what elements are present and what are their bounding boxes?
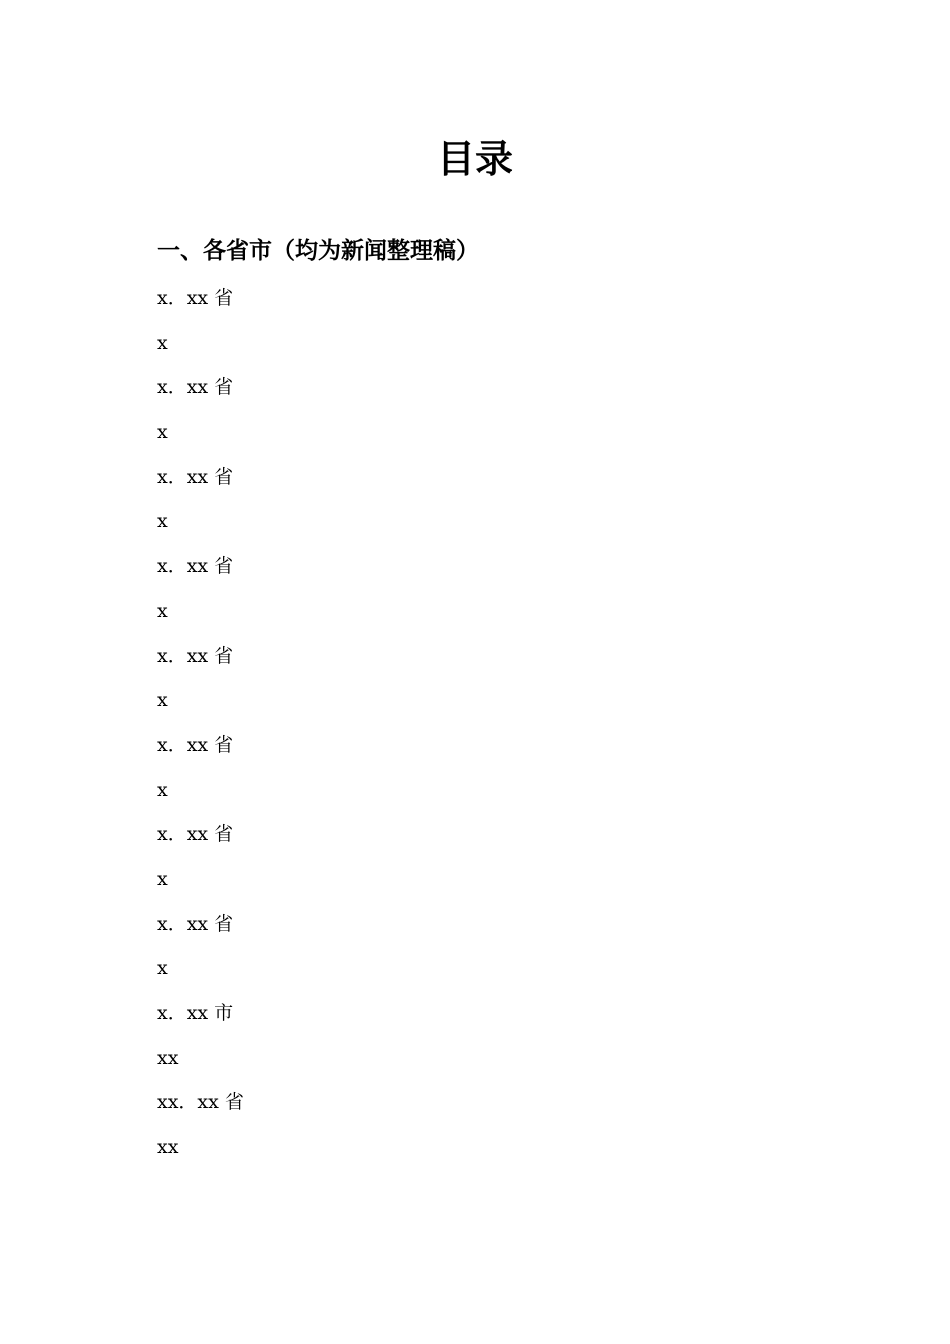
toc-list [157, 280, 244, 1174]
toc-entry: x [157, 510, 168, 533]
page-title: 目录 [436, 136, 513, 181]
toc-entry: x [157, 778, 168, 801]
toc-entry: x [157, 689, 168, 712]
toc-entry: x [157, 867, 168, 890]
section-heading: 一、各省市（均为新闻整理稿） [157, 238, 479, 264]
toc-entry: x．xx 市 [157, 1002, 234, 1024]
toc-entry: x [157, 957, 168, 980]
toc-entry: x．xx 省 [157, 644, 234, 667]
toc-entry: xx．xx 省 [157, 1091, 244, 1114]
toc-entry: x．xx 省 [157, 287, 234, 309]
toc-entry: x．xx 省 [157, 733, 234, 756]
toc-entry: xx [157, 1046, 179, 1069]
toc-entry: x．xx 省 [157, 823, 234, 846]
toc-entry: x [157, 599, 168, 622]
toc-entry: x [157, 421, 168, 444]
toc-entry: xx [157, 1136, 179, 1159]
toc-entry: x．xx 省 [157, 555, 234, 578]
toc-entry: x．xx 省 [157, 376, 234, 399]
toc-entry: x．xx 省 [157, 465, 234, 488]
toc-entry: x [157, 331, 168, 354]
toc-entry: x．xx 省 [157, 912, 234, 935]
